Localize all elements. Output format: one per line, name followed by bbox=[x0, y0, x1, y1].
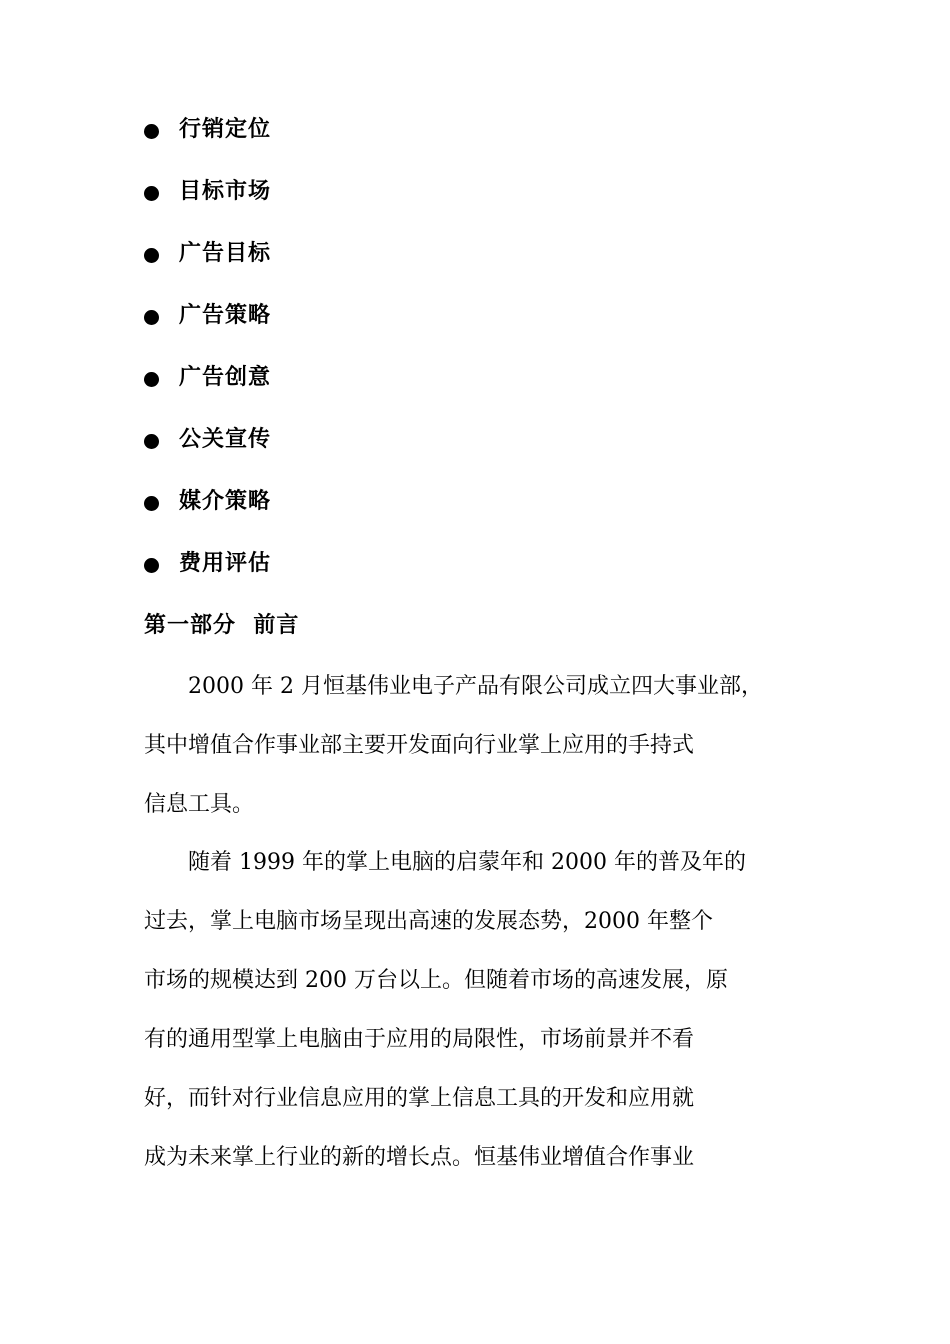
outline-item-label: 目标市场 bbox=[179, 179, 272, 204]
outline-item bbox=[144, 544, 271, 606]
outline-item-label: 广告目标 bbox=[179, 241, 272, 266]
outline-item-label: 广告策略 bbox=[179, 303, 272, 328]
outline-item bbox=[144, 420, 271, 482]
paragraph-line: 随着 1999 年的掌上电脑的启蒙年和 2000 年的普及年的 bbox=[188, 850, 746, 875]
outline-item bbox=[144, 296, 271, 358]
paragraph-line: 成为未来掌上行业的新的增长点。恒基伟业增值合作事业 bbox=[144, 1145, 695, 1170]
paragraph-line: 过去，掌上电脑市场呈现出高速的发展态势，2000 年整个 bbox=[144, 909, 713, 934]
paragraph-line: 有的通用型掌上电脑由于应用的局限性，市场前景并不看 bbox=[144, 1027, 695, 1052]
bullet-dot-icon bbox=[144, 372, 159, 387]
paragraph-market bbox=[144, 833, 824, 1187]
bullet-dot-icon bbox=[144, 434, 159, 449]
bullet-dot-icon bbox=[144, 248, 159, 263]
paragraph-line: 信息工具。 bbox=[144, 792, 255, 817]
outline-item-label: 公关宣传 bbox=[179, 427, 272, 452]
paragraph-intro bbox=[144, 657, 824, 834]
outline-item-label: 媒介策略 bbox=[179, 489, 272, 514]
outline-item-label: 广告创意 bbox=[179, 365, 272, 390]
paragraph-line: 市场的规模达到 200 万台以上。但随着市场的高速发展，原 bbox=[144, 968, 728, 993]
outline-list bbox=[144, 110, 271, 606]
paragraph-line: 好，而针对行业信息应用的掌上信息工具的开发和应用就 bbox=[144, 1086, 695, 1111]
bullet-dot-icon bbox=[144, 124, 159, 139]
bullet-dot-icon bbox=[144, 186, 159, 201]
outline-item-label: 费用评估 bbox=[179, 551, 272, 576]
paragraph-line: 2000 年 2 月恒基伟业电子产品有限公司成立四大事业部， bbox=[188, 674, 763, 699]
bullet-dot-icon bbox=[144, 310, 159, 325]
outline-item-label: 行销定位 bbox=[179, 117, 272, 142]
outline-item bbox=[144, 482, 271, 544]
paragraph-line: 其中增值合作事业部主要开发面向行业掌上应用的手持式 bbox=[144, 733, 695, 758]
outline-item bbox=[144, 234, 271, 296]
bullet-dot-icon bbox=[144, 496, 159, 511]
bullet-dot-icon bbox=[144, 558, 159, 573]
section-heading: 第一部分 前言 bbox=[144, 613, 300, 638]
outline-item bbox=[144, 358, 271, 420]
outline-item bbox=[144, 110, 271, 172]
outline-item bbox=[144, 172, 271, 234]
